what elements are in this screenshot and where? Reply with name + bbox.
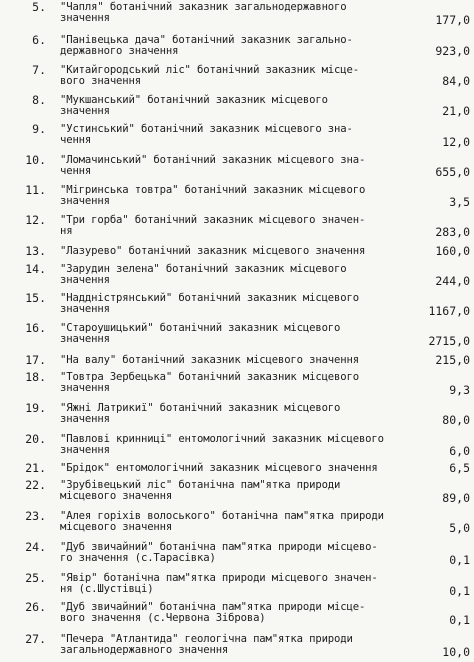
entry-text	[60, 511, 420, 533]
entry-text-line: "Устинський" ботанічний заказник місцевого зна-	[60, 123, 353, 135]
entry-area: 215,0	[435, 353, 470, 367]
entry-text-line: значення	[60, 303, 110, 315]
entry-text-line: значення	[60, 444, 110, 456]
entry-number: 17.	[25, 353, 46, 367]
entry-area: 6,5	[449, 461, 470, 475]
entry-text-line: "Алея горіхів волоського" ботанічна пам"ятка природи	[60, 510, 384, 522]
entry-text-line: "Ломачинський" ботанічний заказник місцевого зна-	[60, 154, 366, 166]
entry-text-line: "Зарудин зелена" ботанічний заказник місцевого	[60, 263, 347, 275]
entry-text	[60, 372, 420, 394]
entry-text	[60, 155, 420, 177]
entry-number: 10.	[25, 153, 46, 167]
entry-area: 283,0	[435, 225, 470, 239]
entry-text-line: "Панівецька дача" ботанічний заказник загально-	[60, 34, 353, 46]
entry-text-line: значення	[60, 105, 110, 117]
entry-text	[60, 634, 420, 656]
entry-text-line: "Чапля" ботанічний заказник загальнодержавного	[60, 1, 347, 13]
entry-text	[60, 463, 420, 474]
entry-area: 1167,0	[428, 304, 470, 318]
entry-text-line: "Три горба" ботанічний заказник місцевого значен-	[60, 214, 366, 226]
entry-number: 26.	[25, 600, 46, 614]
entry-text-line: "Явір" ботанічна пам"ятка природи місцевого значен-	[60, 572, 378, 584]
entry-text-line: вого значення	[60, 75, 141, 87]
entry-number: 19.	[25, 401, 46, 415]
entry-text-line: чення	[60, 134, 92, 146]
entry-text-line: "Дуб звичайний" ботанічна пам"ятка природи місцево-	[60, 541, 378, 553]
entry-text	[60, 573, 420, 595]
entry-text-line: "Наддністрянський" ботанічний заказник місцевого	[60, 292, 359, 304]
entry-area: 177,0	[435, 13, 470, 27]
entry-text-line: значення	[60, 333, 110, 345]
entry-text-line: "Товтра Зербецька" ботанічний заказник місцевого	[60, 371, 359, 383]
entry-area: 84,0	[442, 74, 470, 88]
entry-text-line: місцевого значення	[60, 521, 173, 533]
entry-number: 25.	[25, 571, 46, 585]
entry-number: 20.	[25, 432, 46, 446]
entry-text-line: місцевого значення	[60, 490, 173, 502]
entry-text	[60, 602, 420, 624]
entry-area: 9,3	[449, 383, 470, 397]
entry-text-line: загальнодержавного значення	[60, 644, 229, 656]
entry-number: 18.	[25, 370, 46, 384]
entry-text	[60, 480, 420, 502]
entry-text-line: значення	[60, 382, 110, 394]
entry-text-line: "Печера "Атлантида" геологічна пам"ятка природи	[60, 633, 353, 645]
entry-number: 27.	[25, 632, 46, 646]
entry-text-line: "Мукшанський" ботанічний заказник місцевого	[60, 94, 328, 106]
entry-text-line: ня (с.Шустівці)	[60, 583, 154, 595]
entry-text	[60, 264, 420, 286]
entry-text	[60, 35, 420, 57]
entry-area: 2715,0	[428, 334, 470, 348]
entry-area: 89,0	[442, 491, 470, 505]
entry-area: 5,0	[449, 521, 470, 535]
entry-area: 244,0	[435, 274, 470, 288]
entry-text	[60, 403, 420, 425]
entry-text	[60, 185, 420, 207]
entry-text-line: "Павлові кринниці" ентомологічний заказник місцевого	[60, 433, 384, 445]
entry-area: 0,1	[449, 584, 470, 598]
entry-text-line: "Брідок" ентомологічний заказник місцевого значення	[60, 462, 378, 474]
entry-number: 24.	[25, 540, 46, 554]
entry-text-line: значення	[60, 195, 110, 207]
entry-number: 8.	[32, 93, 46, 107]
entry-text	[60, 323, 420, 345]
entry-number: 14.	[25, 262, 46, 276]
entry-text-line: "Лазурево" ботанічний заказник місцевого значення	[60, 245, 366, 257]
entry-area: 160,0	[435, 244, 470, 258]
entry-text	[60, 215, 420, 237]
entry-text	[60, 95, 420, 117]
entry-area: 3,5	[449, 195, 470, 209]
entry-text-line: значення	[60, 274, 110, 286]
entry-text	[60, 434, 420, 456]
entry-number: 23.	[25, 509, 46, 523]
entry-area: 0,1	[449, 553, 470, 567]
entry-text	[60, 542, 420, 564]
entry-area: 80,0	[442, 413, 470, 427]
entry-area: 10,0	[442, 645, 470, 659]
entry-area: 0,1	[449, 613, 470, 627]
entry-number: 6.	[32, 33, 46, 47]
entry-area: 655,0	[435, 165, 470, 179]
entry-text	[60, 246, 420, 257]
entry-number: 15.	[25, 291, 46, 305]
entry-number: 9.	[32, 122, 46, 136]
entry-text-line: значення	[60, 12, 110, 24]
entry-area: 12,0	[442, 135, 470, 149]
entry-number: 21.	[25, 461, 46, 475]
entry-text	[60, 355, 420, 366]
entry-number: 12.	[25, 213, 46, 227]
entry-number: 7.	[32, 63, 46, 77]
entry-text-line: го значення (с.Тарасівка)	[60, 552, 216, 564]
entry-number: 11.	[25, 183, 46, 197]
entry-text	[60, 124, 420, 146]
entry-area: 6,0	[449, 444, 470, 458]
entry-text-line: "Староушицький" ботанічний заказник місцевого	[60, 322, 341, 334]
entry-text-line: "На валу" ботанічний заказник місцевого значення	[60, 354, 359, 366]
entry-text-line: вого значення (с.Червона Зіброва)	[60, 612, 266, 624]
entry-text	[60, 65, 420, 87]
entry-text	[60, 2, 420, 24]
entry-text-line: "Китайгородський ліс" ботанічний заказник місце-	[60, 64, 359, 76]
entry-area: 21,0	[442, 104, 470, 118]
entry-number: 13.	[25, 244, 46, 258]
entry-number: 16.	[25, 321, 46, 335]
entry-text-line: "Яжні Латрикиї" ботанічний заказник місцевого	[60, 402, 341, 414]
entry-text-line: чення	[60, 165, 92, 177]
entry-text-line: "Дуб звичайний" ботанічна пам"ятка природи місце-	[60, 601, 366, 613]
entry-area: 923,0	[435, 44, 470, 58]
entry-text-line: ня	[60, 225, 73, 237]
entry-text-line: "Зрубівецький ліс" ботанічна пам"ятка природи	[60, 479, 341, 491]
entry-text-line: значення	[60, 413, 110, 425]
entry-text-line: державного значення	[60, 45, 179, 57]
entry-number: 5.	[32, 0, 46, 14]
entry-text-line: "Мігринська товтра" ботанічний заказник місцевого	[60, 184, 366, 196]
entry-text	[60, 293, 420, 315]
entry-number: 22.	[25, 478, 46, 492]
